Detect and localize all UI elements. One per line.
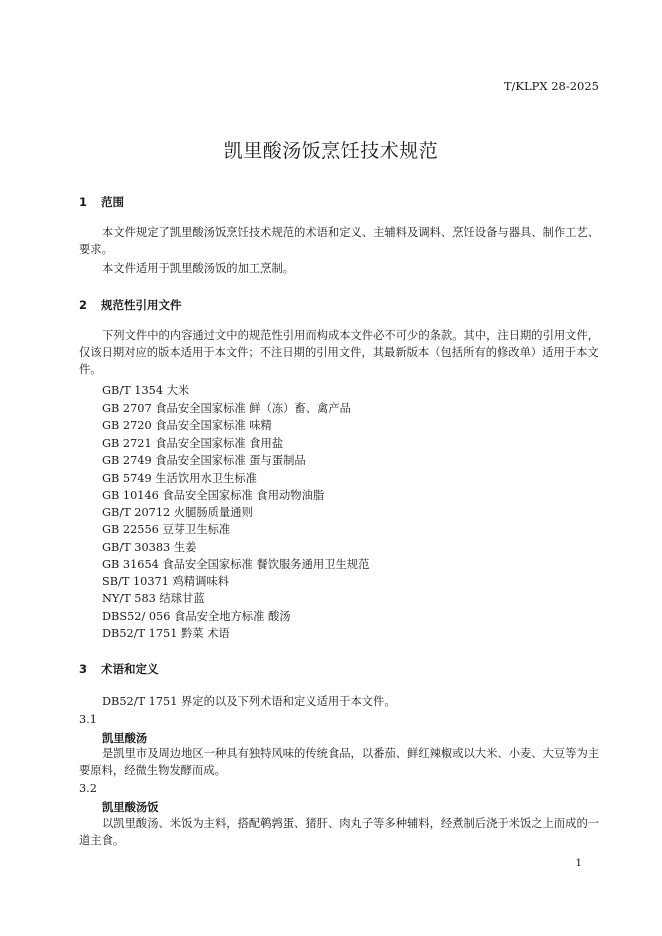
section-number: 2 (79, 298, 88, 312)
reference-item: GB 31654 食品安全国家标准 餐饮服务通用卫生规范 (102, 558, 370, 571)
section-number: 1 (79, 195, 88, 209)
term-definition: 以凯里酸汤、米饭为主料，搭配鹌鹑蛋、猪肝、肉丸子等多种辅料，经煮制后浇于米饭之上而成的一道主食。 (79, 817, 600, 847)
standard-code: T/KLPX 28-2025 (503, 79, 599, 93)
term-title: 凯里酸汤饭 (102, 801, 159, 814)
references-intro: 下列文件中的内容通过文中的规范性引用而构成本文件必不可少的条款。其中，注日期的引用文件，仅该日期对应的版本适用于本文件；不注日期的引用文件，其最新版本（包括所有的修改单）适用于本文件。 (79, 329, 600, 376)
scope-paragraph: 本文件适用于凯里酸汤饭的加工烹制。 (102, 262, 295, 275)
reference-item: GB/T 1354 大米 (102, 384, 190, 397)
reference-item: GB 2720 食品安全国家标准 味精 (102, 419, 272, 432)
section-title: 规范性引用文件 (101, 298, 182, 312)
section-heading-scope (79, 194, 124, 210)
scope-paragraph: 本文件规定了凯里酸汤饭烹饪技术规范的术语和定义、主辅料及调料、烹饪设备与器具、制作工艺、要求。 (79, 226, 600, 256)
term-number: 3.2 (79, 782, 97, 795)
reference-item: GB/T 30383 生姜 (102, 541, 197, 554)
reference-item: GB 22556 豆芽卫生标准 (102, 523, 231, 536)
terms-intro: DB52/T 1751 界定的以及下列术语和定义适用于本文件。 (102, 695, 396, 708)
page-number: 1 (575, 857, 582, 869)
reference-item: GB 2749 食品安全国家标准 蛋与蛋制品 (102, 454, 306, 467)
section-heading-terms-definitions (79, 661, 159, 677)
term-title: 凯里酸汤 (102, 732, 148, 745)
reference-item: GB 10146 食品安全国家标准 食用动物油脂 (102, 489, 325, 502)
reference-item: GB 5749 生活饮用水卫生标准 (102, 472, 257, 485)
section-heading-normative-references (79, 297, 182, 313)
term-definition: 是凯里市及周边地区一种具有独特风味的传统食品，以番茄、鲜红辣椒或以大米、小麦、大豆等为主要原料，经微生物发酵而成。 (79, 747, 600, 777)
reference-item: SB/T 10371 鸡精调味料 (102, 575, 229, 588)
section-title: 范围 (101, 195, 125, 209)
term-number: 3.1 (79, 713, 97, 726)
document-title: 凯里酸汤饭烹饪技术规范 (223, 140, 439, 162)
reference-item: GB 2721 食品安全国家标准 食用盐 (102, 437, 284, 450)
reference-item: GB 2707 食品安全国家标准 鲜（冻）畜、禽产品 (102, 402, 351, 415)
reference-item: NY/T 583 结球甘蓝 (102, 592, 205, 605)
reference-item: DB52/T 1751 黔菜 术语 (102, 627, 230, 640)
section-number: 3 (79, 662, 88, 676)
reference-item: GB/T 20712 火腿肠质量通则 (102, 506, 253, 519)
section-title: 术语和定义 (101, 662, 159, 676)
reference-item: DBS52/ 056 食品安全地方标准 酸汤 (102, 610, 291, 623)
